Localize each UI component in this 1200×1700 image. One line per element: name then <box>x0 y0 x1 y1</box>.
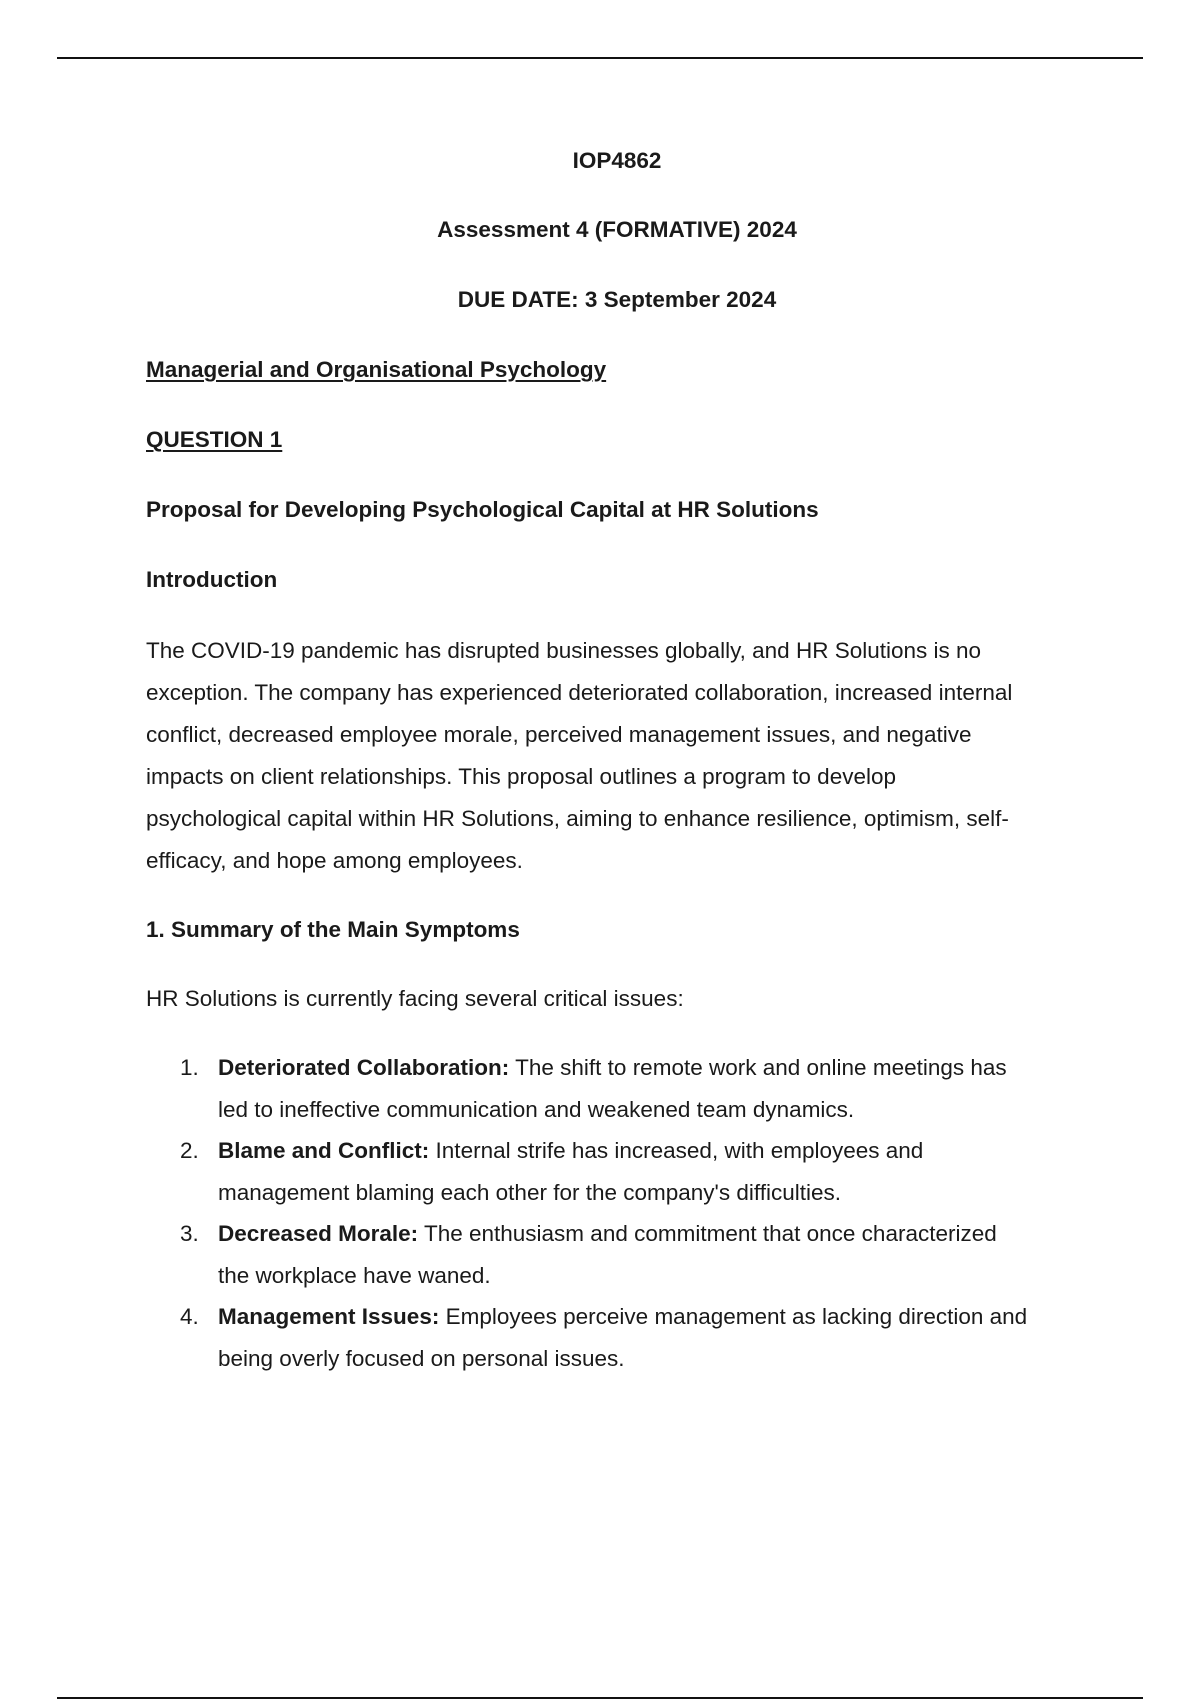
top-rule <box>57 57 1143 59</box>
list-text: The enthusiasm and commitment that once characterized <box>423 1221 997 1246</box>
list-number: 1. <box>180 1055 199 1080</box>
list-text: The shift to remote work and online meetings has <box>515 1055 1007 1080</box>
intro-line: The COVID-19 pandemic has disrupted businesses globally, and HR Solutions is no <box>146 638 982 663</box>
summary-intro <box>146 978 1096 1020</box>
assessment-title: Assessment 4 (FORMATIVE) 2024 <box>437 217 797 242</box>
list-item <box>146 1130 1096 1213</box>
proposal-title: Proposal for Developing Psychological Capital at HR Solutions <box>146 497 819 522</box>
summary-heading: 1. Summary of the Main Symptoms <box>146 917 520 942</box>
intro-line: impacts on client relationships. This proposal outlines a program to develop <box>146 764 896 789</box>
due-date: DUE DATE: 3 September 2024 <box>457 287 777 312</box>
intro-line: conflict, decreased employee morale, perceived management issues, and negative <box>146 722 972 747</box>
list-item <box>146 1047 1096 1130</box>
intro-line: efficacy, and hope among employees. <box>146 848 523 873</box>
question-label: QUESTION 1 <box>146 427 283 452</box>
introduction-heading: Introduction <box>146 567 278 592</box>
summary-intro-text: HR Solutions is currently facing several critical issues: <box>146 986 684 1011</box>
list-term: Blame and Conflict: <box>218 1138 430 1163</box>
list-term: Deteriorated Collaboration: <box>218 1055 510 1080</box>
list-text: Internal strife has increased, with employees and <box>435 1138 924 1163</box>
list-text: the workplace have waned. <box>218 1262 491 1288</box>
bottom-rule <box>57 1697 1143 1699</box>
list-number: 3. <box>180 1221 199 1246</box>
list-text: being overly focused on personal issues. <box>218 1345 625 1371</box>
intro-line: exception. The company has experienced deteriorated collaboration, increased internal <box>146 680 1013 705</box>
intro-line: psychological capital within HR Solutions, aiming to enhance resilience, optimism, self- <box>146 806 1009 831</box>
symptoms-list <box>146 1047 1096 1379</box>
list-number: 2. <box>180 1138 199 1163</box>
list-item <box>146 1296 1096 1379</box>
list-term: Management Issues: <box>218 1304 440 1329</box>
list-text: led to ineffective communication and weakened team dynamics. <box>218 1096 855 1122</box>
list-text: management blaming each other for the company's difficulties. <box>218 1179 841 1205</box>
module-title: Managerial and Organisational Psychology <box>146 357 607 382</box>
list-number: 4. <box>180 1304 199 1329</box>
list-term: Decreased Morale: <box>218 1221 419 1246</box>
list-text: Employees perceive management as lacking direction and <box>445 1304 1028 1329</box>
introduction-paragraph <box>146 630 1096 882</box>
list-item <box>146 1213 1096 1296</box>
course-code: IOP4862 <box>572 148 662 173</box>
